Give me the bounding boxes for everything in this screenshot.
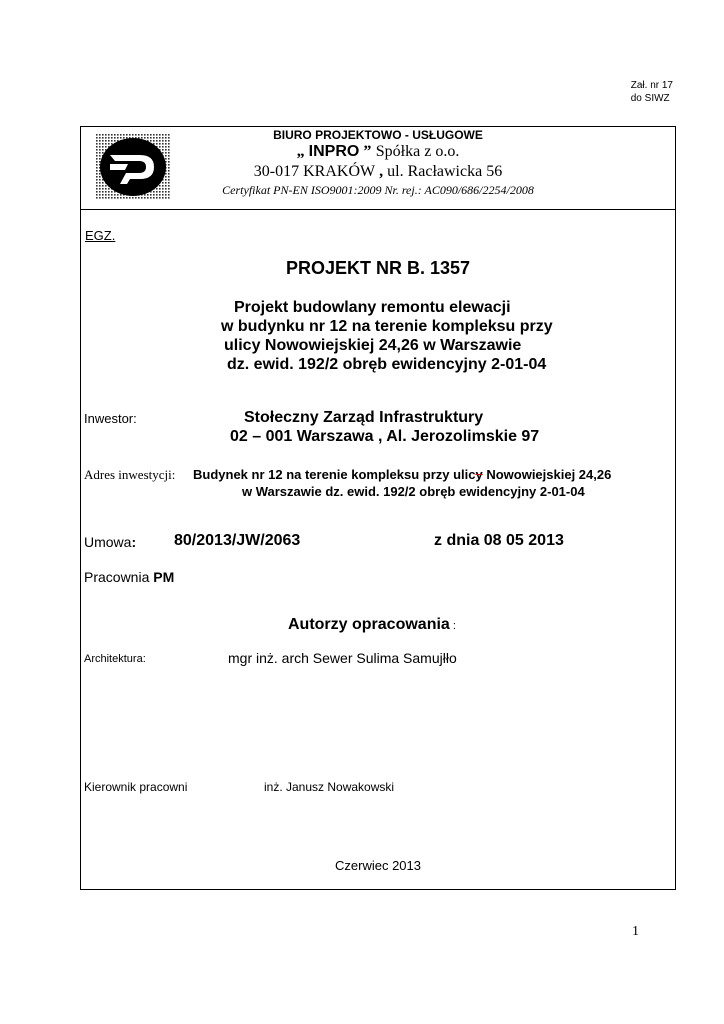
authors-heading-colon: : (449, 620, 456, 632)
investment-address-line-1 (193, 467, 611, 482)
project-desc-line-4: dz. ewid. 192/2 obręb ewidencyjny 2-01-04 (227, 356, 547, 373)
investor-name: Stołeczny Zarząd Infrastruktury (244, 409, 484, 426)
copy-label: EGZ. (85, 228, 116, 243)
company-legal-form: Spółka z o.o. (375, 143, 460, 160)
manager-name: inż. Janusz Nowakowski (264, 780, 395, 794)
inpro-logo-icon (96, 134, 170, 200)
company-certificate: Certyfikat PN-EN ISO9001:2009 Nr. rej.: AC090/686/2254/2008 (222, 183, 534, 197)
attachment-line-1: Zał. nr 17 (630, 80, 673, 91)
manager-label: Kierownik pracowni (84, 780, 188, 794)
investor-address: 02 – 001 Warszawa , Al. Jerozolimskie 97 (230, 428, 540, 445)
investment-address-struck-letter: y (475, 467, 483, 482)
workshop-code: PM (153, 569, 175, 585)
authors-heading: Autorzy opracowania (288, 616, 450, 633)
workshop-label: Pracownia (84, 569, 154, 585)
contract-label: Umowa (84, 534, 132, 550)
investment-address-line-2: w Warszawie dz. ewid. 192/2 obręb ewidencyjny 2-01-04 (242, 484, 585, 499)
investment-address-part-b: Nowowiejskiej 24,26 (482, 467, 612, 482)
investment-address-part-a: Budynek nr 12 na terenie kompleksu przy ulic (193, 467, 476, 482)
contract-number: 80/2013/JW/2063 (174, 532, 301, 549)
company-type: BIURO PROJEKTOWO - USŁUGOWE (273, 128, 483, 142)
title-page-frame (80, 126, 676, 890)
header-divider (80, 209, 676, 210)
architecture-label: Architektura: (84, 653, 146, 665)
company-name: INPRO (308, 143, 360, 160)
architecture-author: mgr inż. arch Sewer Sulima Samujłło (228, 650, 457, 666)
quote-open: „ (296, 143, 309, 160)
company-address-sep: , (375, 163, 384, 180)
authors-heading-line (288, 616, 456, 634)
project-desc-line-1: Projekt budowlany remontu elewacji (234, 299, 511, 316)
investor-label: Inwestor: (84, 411, 137, 426)
contract-label-line (84, 534, 136, 550)
page-number: 1 (632, 924, 639, 939)
document-date: Czerwiec 2013 (335, 858, 421, 873)
company-street: ul. Racławicka 56 (387, 163, 503, 180)
attachment-note (631, 79, 673, 105)
contract-date: z dnia 08 05 2013 (434, 532, 564, 549)
attachment-line-2: do SIWZ (630, 93, 670, 104)
workshop-line (84, 569, 174, 585)
company-city: 30-017 KRAKÓW (253, 163, 376, 180)
project-desc-line-2: w budynku nr 12 na terenie kompleksu przy (221, 318, 553, 335)
company-address (180, 163, 576, 181)
project-desc-line-3: ulicy Nowowiejskiej 24,26 w Warszawie (224, 337, 522, 354)
quote-close: ” (359, 143, 372, 160)
investment-address-label: Adres inwestycji: (84, 467, 176, 482)
project-number: PROJEKT NR B. 1357 (285, 258, 471, 278)
contract-colon: : (131, 534, 137, 550)
company-name-line (180, 143, 576, 161)
